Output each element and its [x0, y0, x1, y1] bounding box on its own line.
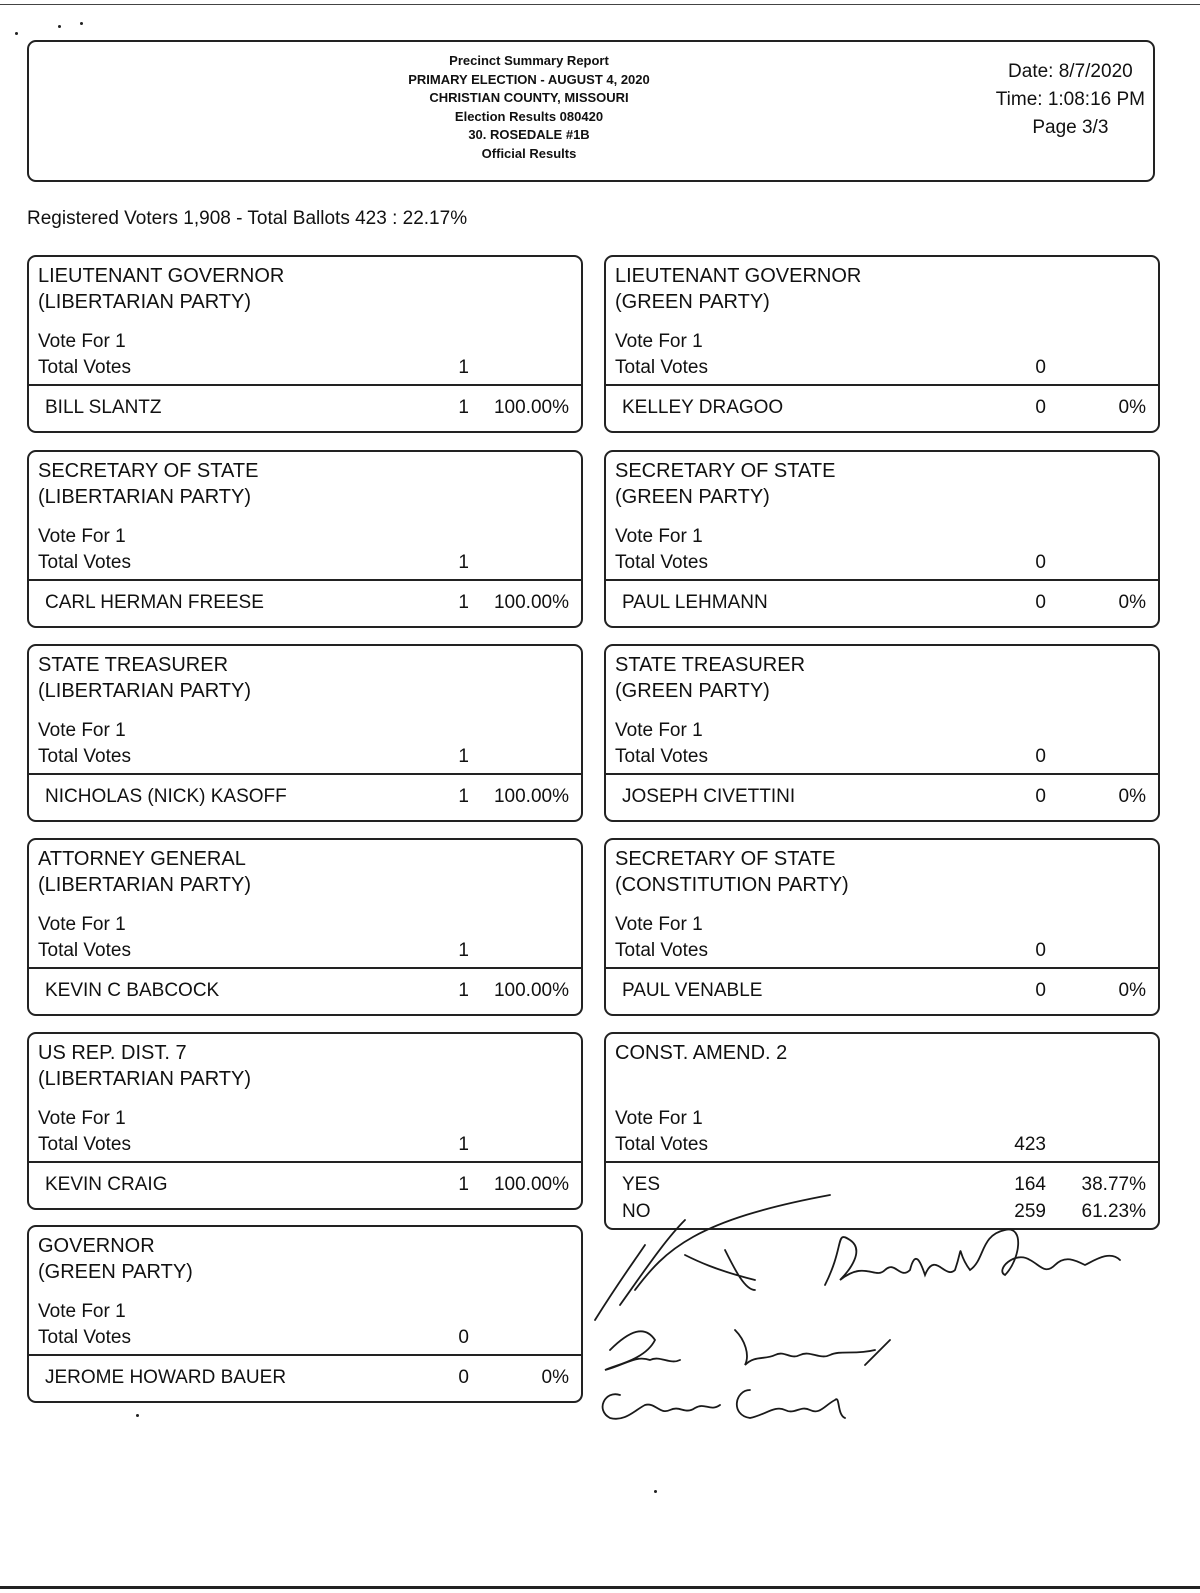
bottom-scan-edge — [0, 1586, 1200, 1589]
candidate-name: CARL HERMAN FREESE — [45, 592, 264, 613]
vote-for: Vote For 1 — [38, 720, 126, 741]
contest-title — [615, 846, 849, 898]
candidate-votes: 164 — [1014, 1174, 1046, 1195]
contest-box — [604, 255, 1160, 433]
candidate-votes: 0 — [1035, 980, 1046, 1001]
contest-box — [27, 255, 583, 433]
vote-for: Vote For 1 — [615, 526, 703, 547]
contest-title — [615, 263, 861, 315]
divider — [29, 384, 581, 386]
candidate-name: KEVIN CRAIG — [45, 1174, 168, 1195]
total-votes-value: 0 — [458, 1327, 469, 1348]
divider — [606, 579, 1158, 581]
contest-party: (LIBERTARIAN PARTY) — [38, 680, 252, 702]
contest-party: (GREEN PARTY) — [615, 680, 770, 702]
candidate-percent: 100.00% — [493, 397, 569, 418]
vote-for: Vote For 1 — [38, 914, 126, 935]
vote-for: Vote For 1 — [38, 1108, 126, 1129]
contest-office: GOVERNOR — [38, 1235, 155, 1257]
candidate-votes: 1 — [458, 786, 469, 807]
signatures — [575, 1190, 1135, 1450]
total-votes-label: Total Votes — [38, 746, 131, 767]
candidate-percent: 100.00% — [493, 980, 569, 1001]
divider — [606, 773, 1158, 775]
candidate-percent: 0% — [1118, 592, 1146, 613]
total-votes-value: 0 — [1035, 940, 1046, 961]
contest-title — [615, 458, 835, 510]
top-scan-edge — [0, 4, 1200, 5]
total-votes-label: Total Votes — [615, 746, 708, 767]
total-votes-value: 1 — [458, 1134, 469, 1155]
contest-title — [615, 652, 805, 704]
total-votes-value: 0 — [1035, 746, 1046, 767]
contest-party: (GREEN PARTY) — [615, 291, 770, 313]
vote-for: Vote For 1 — [615, 331, 703, 352]
candidate-votes: 0 — [1035, 786, 1046, 807]
results-id: Election Results 080420 — [454, 108, 604, 124]
contest-title — [38, 458, 258, 510]
contest-box — [604, 838, 1160, 1016]
header-meta — [996, 58, 1145, 142]
total-votes-label: Total Votes — [615, 1134, 708, 1155]
candidate-votes: 259 — [1014, 1201, 1046, 1222]
contest-office: SECRETARY OF STATE — [38, 460, 259, 482]
candidate-row — [29, 786, 581, 812]
candidate-percent: 61.23% — [1081, 1201, 1146, 1222]
candidate-votes: 0 — [1035, 397, 1046, 418]
candidate-votes: 0 — [1035, 592, 1046, 613]
contest-office: US REP. DIST. 7 — [38, 1042, 187, 1064]
candidate-name: NICHOLAS (NICK) KASOFF — [45, 786, 287, 807]
county-name: CHRISTIAN COUNTY, MISSOURI — [429, 90, 629, 105]
signature-lisa-russell — [605, 1330, 890, 1370]
contest-office: LIEUTENANT GOVERNOR — [615, 265, 862, 287]
contest-office: STATE TREASURER — [615, 654, 806, 676]
candidate-percent: 0% — [1118, 980, 1146, 1001]
page-number: Page 3/3 — [1032, 117, 1109, 138]
vote-for: Vote For 1 — [615, 720, 703, 741]
total-votes-label: Total Votes — [615, 940, 708, 961]
candidate-row — [29, 592, 581, 618]
contest-office: SECRETARY OF STATE — [615, 848, 836, 870]
candidate-percent: 38.77% — [1081, 1174, 1146, 1195]
contest-box — [27, 644, 583, 822]
signature-robbin-graham — [825, 1230, 1120, 1285]
divider — [29, 1161, 581, 1163]
candidate-percent: 100.00% — [493, 786, 569, 807]
contest-title — [38, 263, 284, 315]
candidate-name: BILL SLANTZ — [45, 397, 162, 418]
total-votes-label: Total Votes — [615, 552, 708, 573]
candidate-name: JOSEPH CIVETTINI — [622, 786, 796, 807]
contest-party: (LIBERTARIAN PARTY) — [38, 1068, 252, 1090]
contest-box — [27, 838, 583, 1016]
total-votes-value: 1 — [458, 357, 469, 378]
candidate-votes: 1 — [458, 397, 469, 418]
total-votes-label: Total Votes — [38, 1327, 131, 1348]
candidate-votes: 1 — [458, 1174, 469, 1195]
candidate-percent: 0% — [1118, 786, 1146, 807]
precinct-name: 30. ROSEDALE #1B — [468, 127, 590, 142]
contest-title — [38, 652, 251, 704]
candidate-votes: 0 — [458, 1367, 469, 1388]
election-name: PRIMARY ELECTION - AUGUST 4, 2020 — [408, 71, 650, 87]
total-votes-value: 1 — [458, 552, 469, 573]
scan-speck — [58, 25, 61, 28]
contest-office: LIEUTENANT GOVERNOR — [38, 265, 285, 287]
candidate-name: PAUL LEHMANN — [622, 592, 768, 613]
contest-title — [38, 1040, 251, 1092]
contest-title — [38, 1233, 193, 1285]
results-status: Official Results — [481, 145, 577, 161]
candidate-percent: 0% — [1118, 397, 1146, 418]
divider — [29, 967, 581, 969]
candidate-row — [29, 980, 581, 1006]
contest-party: (CONSTITUTION PARTY) — [615, 874, 849, 896]
divider — [29, 773, 581, 775]
header-title-block — [349, 52, 709, 163]
candidate-percent: 100.00% — [493, 592, 569, 613]
scan-speck — [654, 1490, 657, 1493]
total-votes-label: Total Votes — [38, 552, 131, 573]
scan-speck — [80, 22, 83, 25]
scan-speck — [15, 32, 18, 35]
candidate-row — [29, 1174, 581, 1200]
contest-title — [38, 846, 251, 898]
turnout-summary: Registered Voters 1,908 - Total Ballots 423 : 22.17% — [27, 208, 468, 229]
vote-for: Vote For 1 — [38, 526, 126, 547]
candidate-row — [29, 1367, 581, 1393]
contest-box — [27, 1225, 583, 1403]
divider — [606, 967, 1158, 969]
signature-initials — [595, 1195, 830, 1320]
candidate-votes: 1 — [458, 980, 469, 1001]
candidate-votes: 1 — [458, 592, 469, 613]
contest-party: (GREEN PARTY) — [615, 486, 770, 508]
contest-party: (GREEN PARTY) — [38, 1261, 193, 1283]
vote-for: Vote For 1 — [615, 1108, 703, 1129]
divider — [29, 579, 581, 581]
candidate-name: PAUL VENABLE — [622, 980, 763, 1001]
candidate-row — [29, 397, 581, 423]
contest-box — [27, 450, 583, 628]
contest-party: (LIBERTARIAN PARTY) — [38, 486, 252, 508]
vote-for: Vote For 1 — [38, 1301, 126, 1322]
divider — [606, 1161, 1158, 1163]
report-time: Time: 1:08:16 PM — [995, 89, 1145, 110]
candidate-percent: 0% — [541, 1367, 569, 1388]
total-votes-label: Total Votes — [615, 357, 708, 378]
total-votes-value: 0 — [1035, 357, 1046, 378]
contest-title — [615, 1040, 787, 1066]
contest-office: CONST. AMEND. 2 — [615, 1042, 788, 1064]
candidate-name: KEVIN C BABCOCK — [45, 980, 220, 1001]
contest-box — [604, 644, 1160, 822]
vote-for: Vote For 1 — [38, 331, 126, 352]
contest-party: (LIBERTARIAN PARTY) — [38, 874, 252, 896]
candidate-row — [606, 592, 1158, 618]
contest-office: SECRETARY OF STATE — [615, 460, 836, 482]
total-votes-value: 1 — [458, 940, 469, 961]
scan-speck — [136, 1414, 139, 1417]
candidate-name: YES — [622, 1174, 661, 1195]
candidate-name: NO — [622, 1201, 651, 1222]
divider — [606, 384, 1158, 386]
report-title: Precinct Summary Report — [449, 53, 609, 68]
candidate-row — [606, 786, 1158, 812]
candidate-name: JEROME HOWARD BAUER — [45, 1367, 287, 1388]
total-votes-value: 423 — [1014, 1134, 1046, 1155]
candidate-row — [606, 397, 1158, 423]
total-votes-label: Total Votes — [38, 357, 131, 378]
report-date: Date: 8/7/2020 — [1008, 61, 1133, 82]
total-votes-value: 0 — [1035, 552, 1046, 573]
total-votes-label: Total Votes — [38, 1134, 131, 1155]
total-votes-value: 1 — [458, 746, 469, 767]
total-votes-label: Total Votes — [38, 940, 131, 961]
vote-for: Vote For 1 — [615, 914, 703, 935]
divider — [29, 1354, 581, 1356]
contest-office: ATTORNEY GENERAL — [38, 848, 246, 870]
contest-box — [604, 450, 1160, 628]
contest-office: STATE TREASURER — [38, 654, 229, 676]
signature-carla-esmith — [603, 1390, 845, 1419]
contest-party: (LIBERTARIAN PARTY) — [38, 291, 252, 313]
contest-box — [27, 1032, 583, 1210]
candidate-row — [606, 980, 1158, 1006]
candidate-percent: 100.00% — [493, 1174, 569, 1195]
candidate-name: KELLEY DRAGOO — [622, 397, 784, 418]
report-header — [27, 40, 1155, 182]
